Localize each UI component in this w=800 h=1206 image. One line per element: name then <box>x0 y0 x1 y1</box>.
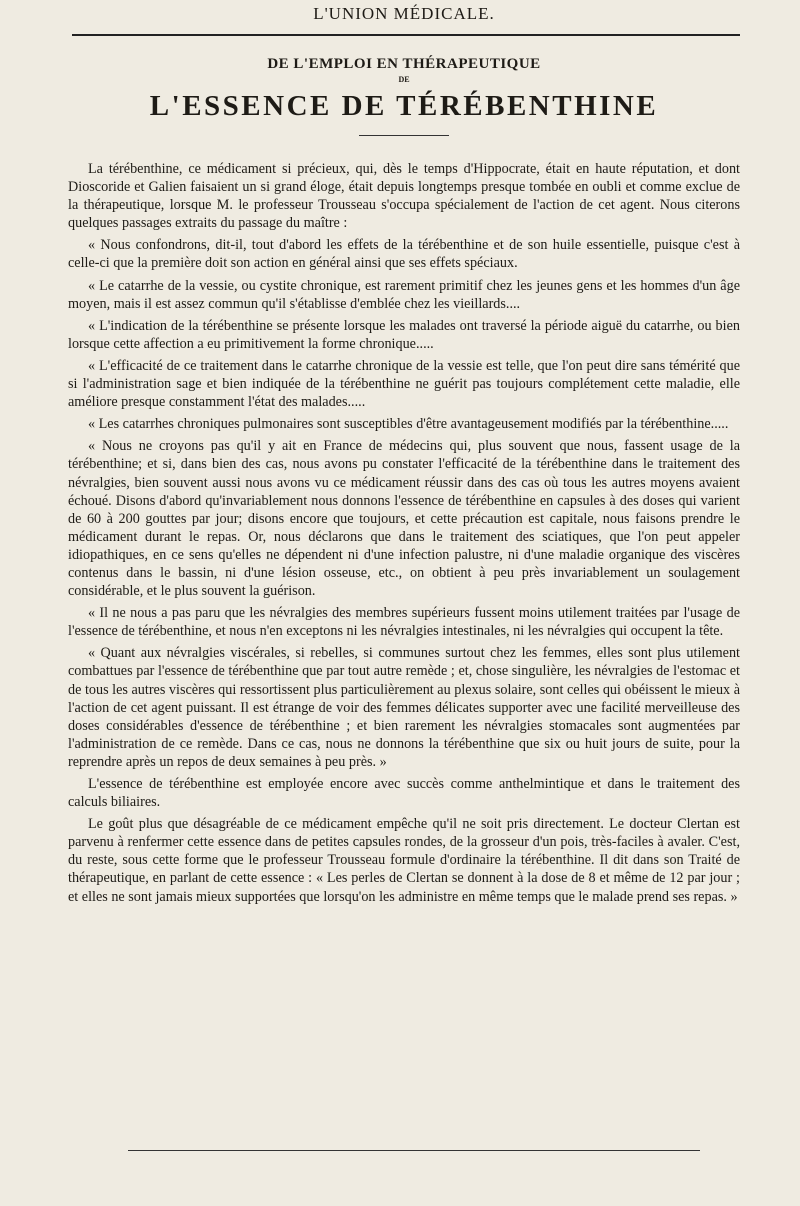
paragraph: « Les catarrhes chroniques pulmonaires sont susceptibles d'être avantageusement modifiés par la térébenthine..... <box>88 416 729 433</box>
paragraph: « L'indication de la térébenthine se présente lorsque les malades ont traversé la période aiguë du catarrhe, ou bien lorsque cette affection a eu primitivement la forme chronique..... <box>68 317 740 352</box>
article-de: DE <box>398 75 410 84</box>
header-rule <box>72 34 740 36</box>
paragraph: « Nous confondrons, dit-il, tout d'abord les effets de la térébenthine et de son huile essentielle, puisque c'est à celle-ci que la première doit son action en général ainsi que ses effets spéciaux. <box>68 237 740 272</box>
article-title: L'ESSENCE DE TÉRÉBENTHINE <box>149 90 659 122</box>
paragraph: L'essence de térébenthine est employée encore avec succès comme anthelmintique et dans le traitement des calculs biliaires. <box>68 776 740 811</box>
paragraph: « Nous ne croyons pas qu'il y ait en France de médecins qui, plus souvent que nous, fassent usage de la térébenthine; et si, dans bien des cas, nous avons pu constater l'efficacité de la térébenthine dans le traitement des névralgies, bien souvent aussi nous avons vu ce médicament réussir dans des cas où tous les autres moyens avaient échoué. Disons d'abord qu'invariablement nous donnons l'essence de térébenthine en capsules à des doses qui varient de 60 à 200 gouttes par jour; disons encore que toujours, et cette précaution est capitale, nous faisons prendre le médicament durant le repas. Or, nous déclarons que dans le traitement des sciatiques, que l'on peut appeler idiopathiques, en ce sens qu'elles ne dépendent ni d'une infection palustre, ni d'une maladie organique des viscères contenus dans le bassin, ni d'une lésion osseuse, etc., on obtient à peu près invariablement un soulagement considérable, et le plus souvent la guérison. <box>68 438 740 600</box>
article-kicker: DE L'EMPLOI EN THÉRAPEUTIQUE <box>267 56 541 72</box>
paragraph: « Il ne nous a pas paru que les névralgies des membres supérieurs fussent moins utilement traitées par l'usage de l'essence de térébenthine, et nous n'en exceptons ni les névralgies intestinales, ni les névralgies qui occupent la tête. <box>68 605 740 640</box>
paragraph: La térébenthine, ce médicament si précieux, qui, dès le temps d'Hippocrate, était en haute réputation, et dont Dioscoride et Galien faisaient un si grand éloge, était depuis longtemps presque tombée en oubli et comme exclue de la thérapeutique, lorsque M. le professeur Trousseau s'occupa spécialement de l'action de cet agent. Nous citerons quelques passages extraits du passage du maître : <box>68 161 740 232</box>
footer-rule <box>128 1150 700 1151</box>
article-body <box>68 160 740 906</box>
paragraph: « L'efficacité de ce traitement dans le catarrhe chronique de la vessie est telle, que l'on peut dire sans témérité que si l'administration sage et bien indiquée de la térébenthine ne guérit pas toujours complétement cette maladie, elle améliore presque constamment l'état des malades..... <box>68 357 740 411</box>
title-rule <box>359 135 449 136</box>
paragraph: « Quant aux névralgies viscérales, si rebelles, si communes surtout chez les femmes, elles sont plus utilement combattues par l'essence de térébenthine que par tout autre remède ; et, chose singulière, les névralgies de l'estomac et de tous les autres viscères qui ressortissent plus particulièrement au plexus solaire, sont celles qui obéissent le mieux à l'action de cet agent puissant. Il est étrange de voir des femmes délicates supporter avec une facilité merveilleuse des doses considérables d'essence de térébenthine ; et bien rarement les névralgies stomacales sont augmentées par l'administration de ce remède. Dans ce cas, nous ne donnons la térébenthine que six ou huit jours de suite, pour la reprendre après un repos de deux semaines à peu près. » <box>68 645 740 770</box>
paragraph: « Le catarrhe de la vessie, ou cystite chronique, est rarement primitif chez les jeunes gens et les hommes d'un âge moyen, mais il est assez commun qu'il s'établisse d'emblée chez les vieillards.... <box>68 277 740 312</box>
paragraph: Le goût plus que désagréable de ce médicament empêche qu'il ne soit pris directement. Le docteur Clertan est parvenu à renfermer cette essence dans de petites capsules rondes, de la grosseur d'un pois, très-faciles à avaler. C'est, du reste, sous cette forme que le professeur Trousseau formule d'ordinaire la térébenthine. Il dit dans son Traité de thérapeutique, en parlant de cette essence : « Les perles de Clertan se donnent à la dose de 8 et même de 12 par jour ; et elles ne sont jamais mieux supportées que lorsqu'on les administre en même temps que le malade prend ses repas. » <box>68 816 740 905</box>
running-head: L'UNION MÉDICALE. <box>313 4 495 23</box>
